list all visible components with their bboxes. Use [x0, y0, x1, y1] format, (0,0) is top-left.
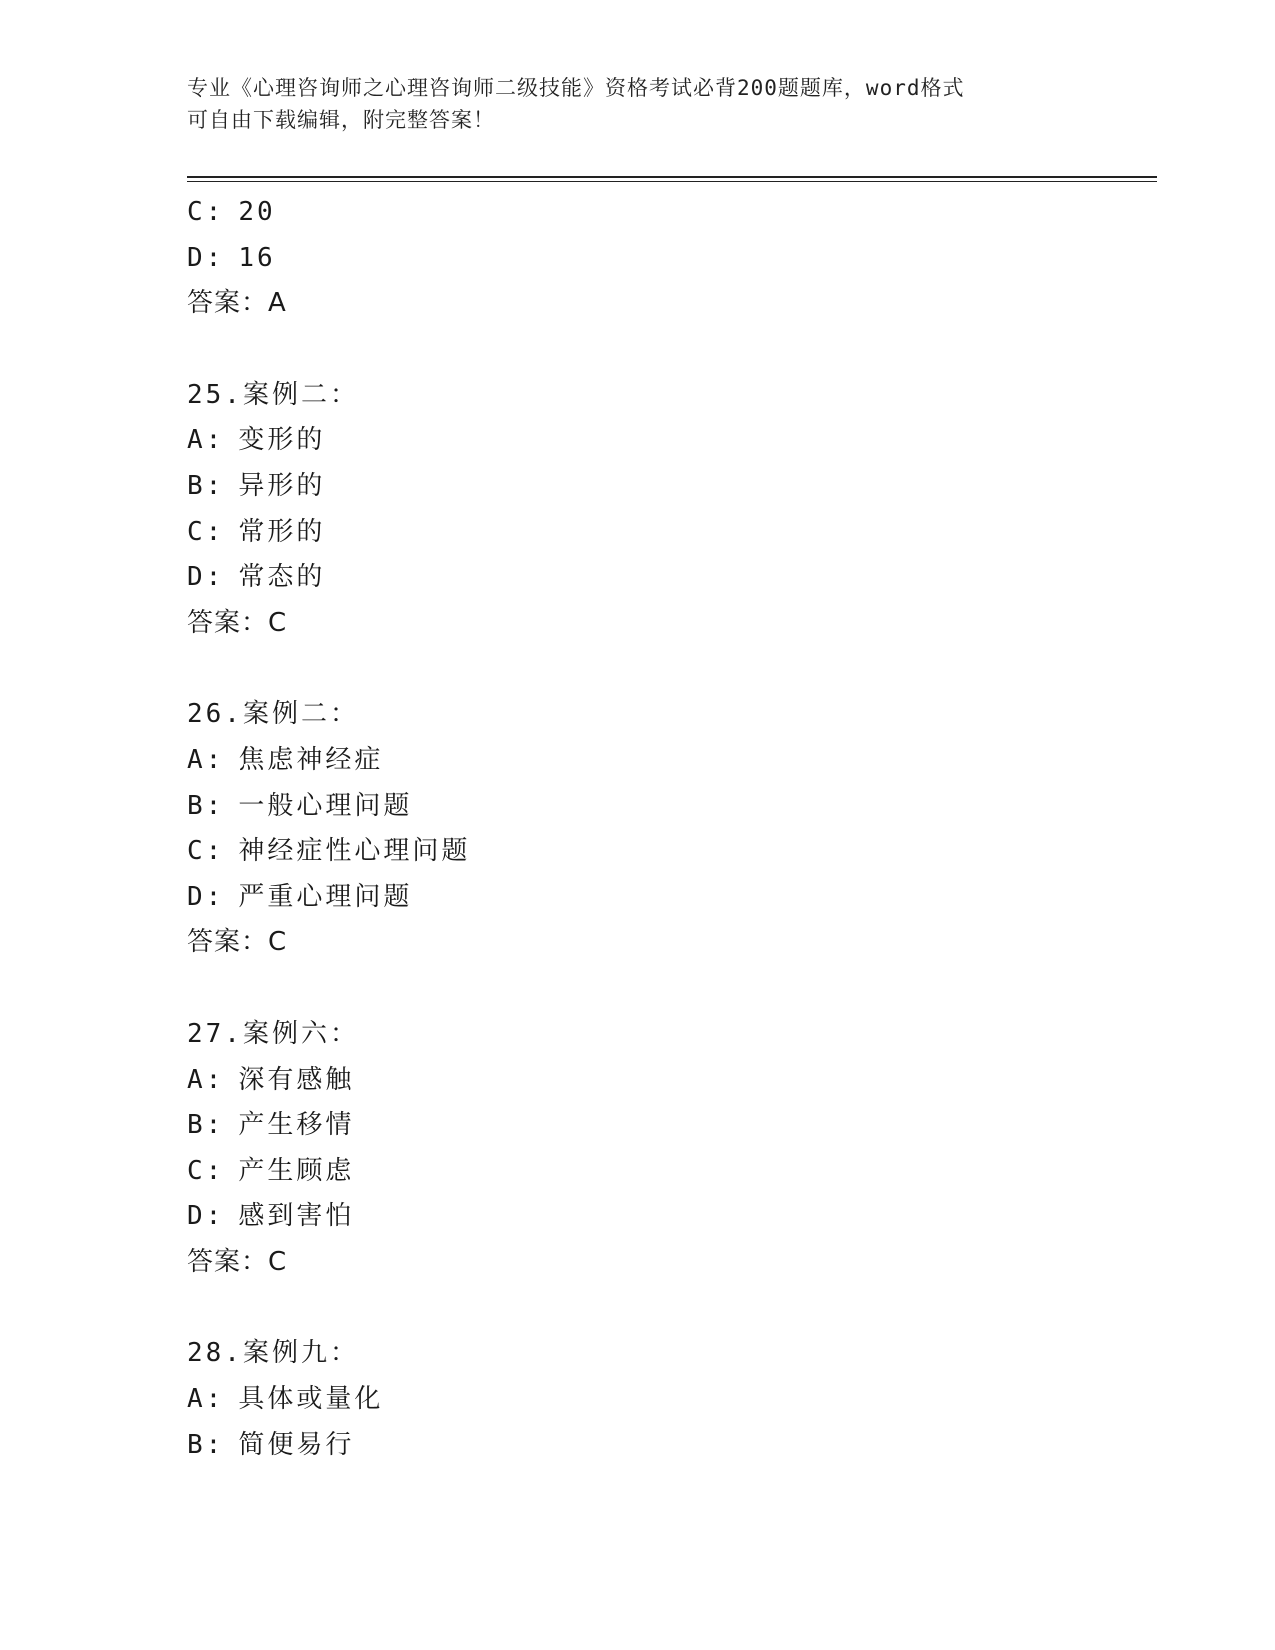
header-line-2: 可自由下载编辑，附完整答案！ — [187, 108, 495, 132]
option-row — [187, 1377, 1147, 1423]
option-text: 深有感触 — [238, 1064, 355, 1095]
answer-line: 答案：C — [187, 607, 288, 638]
option-letter: A: — [187, 425, 225, 456]
option-row — [187, 190, 1147, 236]
option-letter: B: — [187, 790, 225, 821]
option-text: 产生顾虑 — [238, 1155, 355, 1186]
question-title: 28.案例九： — [187, 1338, 359, 1369]
answer-line: 答案：C — [187, 1246, 288, 1277]
option-text: 16 — [238, 242, 276, 273]
option-row — [187, 510, 1147, 556]
option-letter: A: — [187, 1384, 225, 1415]
option-text: 严重心理问题 — [238, 881, 413, 912]
header-line-1: 专业《心理咨询师之心理咨询师二级技能》资格考试必背200题题库，word格式 — [187, 76, 965, 100]
answer-line: 答案：C — [187, 927, 288, 958]
option-letter: C: — [187, 836, 225, 867]
question-title: 26.案例二： — [187, 699, 359, 730]
option-letter: D: — [187, 242, 225, 273]
option-letter: C: — [187, 1155, 225, 1186]
option-row — [187, 1149, 1147, 1195]
question-title: 25.案例二： — [187, 379, 359, 410]
option-row — [187, 875, 1147, 921]
option-row — [187, 464, 1147, 510]
option-row — [187, 1058, 1147, 1104]
option-letter: B: — [187, 1429, 225, 1460]
option-letter: D: — [187, 1201, 225, 1232]
option-letter: C: — [187, 516, 225, 547]
question-title: 27.案例六： — [187, 1018, 359, 1049]
option-text: 20 — [238, 197, 276, 227]
option-row — [187, 555, 1147, 601]
option-text: 异形的 — [238, 470, 326, 501]
option-text: 一般心理问题 — [238, 790, 413, 821]
option-text: 神经症性心理问题 — [238, 836, 471, 867]
option-letter: A: — [187, 744, 225, 775]
header-divider-thin — [187, 181, 1157, 182]
option-text: 具体或量化 — [238, 1384, 384, 1415]
option-row — [187, 1194, 1147, 1240]
option-row — [187, 784, 1147, 830]
option-row — [187, 418, 1147, 464]
option-row — [187, 236, 1147, 282]
option-row — [187, 829, 1147, 875]
option-text: 常态的 — [238, 562, 326, 593]
option-text: 常形的 — [238, 516, 326, 547]
option-row — [187, 738, 1147, 784]
document-header — [187, 72, 1087, 136]
option-letter: B: — [187, 470, 225, 501]
option-text: 产生移情 — [238, 1110, 355, 1141]
option-row — [187, 1103, 1147, 1149]
option-letter: D: — [187, 881, 225, 912]
option-letter: A: — [187, 1064, 225, 1095]
option-text: 简便易行 — [238, 1429, 355, 1460]
option-row — [187, 1423, 1147, 1469]
option-text: 焦虑神经症 — [238, 744, 384, 775]
header-divider — [187, 176, 1157, 178]
option-text: 感到害怕 — [238, 1201, 355, 1232]
question-list — [187, 190, 1147, 1468]
option-text: 变形的 — [238, 425, 326, 456]
answer-line: 答案：A — [187, 288, 287, 319]
option-letter: B: — [187, 1110, 225, 1141]
option-letter: C: — [187, 197, 225, 227]
option-letter: D: — [187, 562, 225, 593]
